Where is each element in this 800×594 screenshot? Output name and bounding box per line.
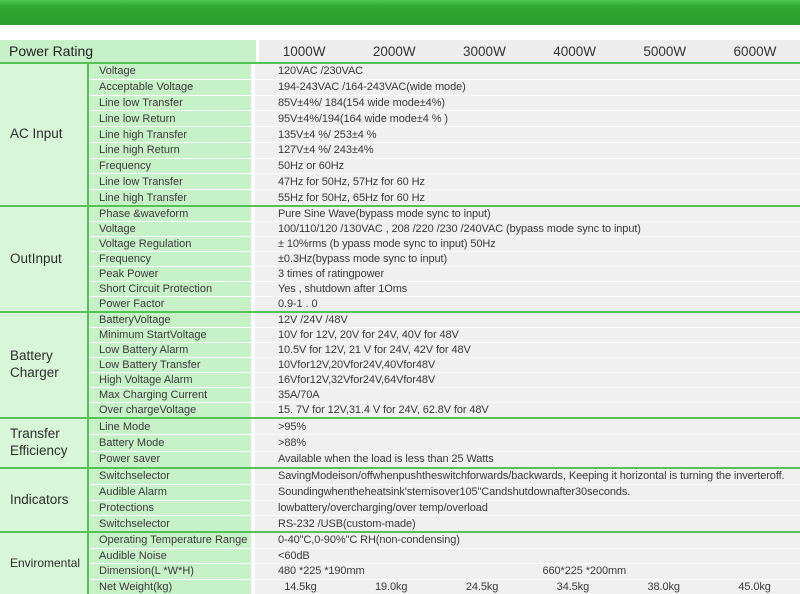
param-label: Power Factor [89, 297, 255, 311]
spec-row [89, 252, 800, 267]
param-value: 95V±4%/194(164 wide mode±4 % ) [255, 111, 800, 126]
section-transfer-efficiency [0, 419, 800, 469]
column-header-2000w: 2000W [372, 43, 416, 59]
param-label: Line high Return [89, 143, 255, 158]
param-label: Line low Return [89, 111, 255, 126]
section-indicators [0, 469, 800, 533]
spec-row [89, 452, 800, 467]
param-value: 127V±4 %/ 243±4% [255, 143, 800, 158]
section-label: AC Input [0, 64, 89, 205]
spec-row [89, 313, 800, 328]
param-value: 12V /24V /48V [255, 313, 800, 327]
dimension-value-small-models: 480 *225 *190mm [278, 565, 365, 578]
weight-value-4000w: 34.5kg [556, 580, 590, 593]
param-label: Line high Transfer [89, 127, 255, 142]
param-label: Audible Noise [89, 549, 255, 564]
section-label: Transfer Efficiency [0, 419, 89, 467]
param-label: Operating Temperature Range [89, 533, 255, 548]
weight-value-5000w: 38.0kg [647, 580, 680, 593]
param-value: Yes , shutdown after 1Oms [255, 282, 800, 296]
section-enviromental [0, 533, 800, 594]
param-label: Battery Mode [89, 435, 255, 450]
banner-gap [0, 25, 800, 40]
param-value: 120VAC /230VAC [255, 64, 800, 79]
param-value: <60dB [255, 549, 800, 564]
param-label: High Voltage Alarm [89, 373, 255, 387]
dimension-value-large-models: 660*225 *200mm [542, 565, 627, 578]
spec-row [89, 564, 800, 580]
param-label: Short Circuit Protection [89, 282, 255, 296]
spec-row [89, 111, 800, 127]
param-value: 100/110/120 /130VAC , 208 /220 /230 /240VAC (bypass mode sync to input) [255, 222, 800, 236]
param-label: Voltage [89, 222, 255, 236]
section-rows [89, 533, 800, 594]
spec-row [89, 297, 800, 311]
column-header-1000w: 1000W [282, 43, 326, 59]
param-value: 10.5V for 12V, 21 V for 24V, 42V for 48V [255, 343, 800, 357]
param-value: 15. 7V for 12V,31.4 V for 24V, 62.8V for 48V [255, 403, 800, 417]
spec-row [89, 419, 800, 435]
param-value: 16Vfor12V,32Vfor24V,64Vfor48V [255, 373, 800, 387]
section-label: Indicators [0, 469, 89, 531]
section-rows [89, 207, 800, 311]
spec-row [89, 174, 800, 190]
param-value: 50Hz or 60Hz [255, 159, 800, 174]
net-weight-values [255, 580, 800, 594]
param-value: lowbattery/overcharging/over temp/overload [255, 501, 800, 516]
spec-row [89, 64, 800, 80]
param-value: 135V±4 %/ 253±4 % [255, 127, 800, 142]
param-label: Switchselector [89, 469, 255, 484]
power-rating-label: Power Rating [0, 40, 259, 62]
spec-row [89, 501, 800, 517]
param-label: Peak Power [89, 267, 255, 281]
spec-row [89, 143, 800, 159]
spec-row [89, 80, 800, 96]
param-value: >88% [255, 435, 800, 450]
spec-row [89, 373, 800, 388]
spec-row [89, 485, 800, 501]
section-rows [89, 313, 800, 417]
param-label: Line low Transfer [89, 174, 255, 189]
spec-row [89, 267, 800, 282]
spec-row [89, 328, 800, 343]
param-label: Audible Alarm [89, 485, 255, 500]
spec-row [89, 516, 800, 531]
spec-row [89, 282, 800, 297]
param-value: RS-232 /USB(custom-made) [255, 516, 800, 531]
param-label: Voltage Regulation [89, 237, 255, 251]
param-label: Acceptable Voltage [89, 80, 255, 95]
param-label: Switchselector [89, 516, 255, 531]
weight-value-3000w: 24.5kg [465, 580, 499, 593]
spec-row [89, 533, 800, 549]
spec-row [89, 127, 800, 143]
column-header-6000w: 6000W [733, 43, 777, 59]
param-label: Max Charging Current [89, 388, 255, 402]
spec-row [89, 159, 800, 175]
spec-row [89, 469, 800, 485]
param-value: 47Hz for 50Hz, 57Hz for 60 Hz [255, 174, 800, 189]
section-rows [89, 64, 800, 205]
param-label: Low Battery Transfer [89, 358, 255, 372]
param-label: Line low Transfer [89, 96, 255, 111]
param-value: Soundingwhentheheatsink'sternisover105"Candshutdownafter30seconds. [255, 485, 800, 500]
section-outinput [0, 207, 800, 313]
section-label: OutInput [0, 207, 89, 311]
param-label: Phase &waveform [89, 207, 255, 221]
spec-row [89, 549, 800, 565]
weight-value-1000w: 14.5kg [284, 580, 317, 593]
param-value: 85V±4%/ 184(154 wide mode±4%) [255, 96, 800, 111]
param-value: SavingModeison/offwhenpushtheswitchforwards/backwards, Keeping it horizontal is turning the inverteroff. [255, 469, 800, 484]
param-label: Frequency [89, 252, 255, 266]
param-label: Minimum StartVoltage [89, 328, 255, 342]
param-label: Line Mode [89, 419, 255, 434]
param-label: Line high Transfer [89, 190, 255, 205]
param-label: Power saver [89, 452, 255, 467]
param-label: Net Weight(kg) [89, 580, 255, 594]
spec-row [89, 190, 800, 205]
dimension-values [255, 564, 800, 579]
column-header-4000w: 4000W [553, 43, 596, 59]
spec-row [89, 237, 800, 252]
param-value: 10Vfor12V,20Vfor24V,40Vfor48V [255, 358, 800, 372]
section-label: Enviromental [0, 533, 89, 594]
wattage-columns [259, 40, 800, 62]
weight-value-2000w: 19.0kg [375, 580, 408, 593]
column-header-5000w: 5000W [643, 43, 687, 59]
spec-row [89, 222, 800, 237]
section-rows [89, 469, 800, 531]
param-value: 0-40"C,0-90%"C RH(non-condensing) [255, 533, 800, 548]
spec-row [89, 435, 800, 451]
spec-row [89, 207, 800, 222]
spec-row [89, 580, 800, 594]
spec-row [89, 388, 800, 403]
param-value: 55Hz for 50Hz, 65Hz for 60 Hz [255, 190, 800, 205]
top-banner [0, 0, 800, 25]
param-label: Over chargeVoltage [89, 403, 255, 417]
param-label: Low Battery Alarm [89, 343, 255, 357]
param-value: 194-243VAC /164-243VAC(wide mode) [255, 80, 800, 95]
spec-row [89, 96, 800, 112]
param-value: 3 times of ratingpower [255, 267, 800, 281]
param-label: Protections [89, 501, 255, 516]
section-label: Battery Charger [0, 313, 89, 417]
param-value: 0.9-1 . 0 [255, 297, 800, 311]
param-value: Available when the load is less than 25 Watts [255, 452, 800, 467]
spec-row [89, 343, 800, 358]
param-value: 10V for 12V, 20V for 24V, 40V for 48V [255, 328, 800, 342]
spec-row [89, 358, 800, 373]
param-label: Dimension(L *W*H) [89, 564, 255, 579]
param-value: >95% [255, 419, 800, 434]
section-ac-input [0, 64, 800, 207]
param-value: ±0.3Hz(bypass mode sync to input) [255, 252, 800, 266]
param-value: 35A/70A [255, 388, 800, 402]
param-label: Frequency [89, 159, 255, 174]
param-value: Pure Sine Wave(bypass mode sync to input) [255, 207, 800, 221]
column-header-3000w: 3000W [463, 43, 506, 59]
spec-row [89, 403, 800, 417]
weight-value-6000w: 45.0kg [738, 580, 771, 593]
param-label: Voltage [89, 64, 255, 79]
param-label: BatteryVoltage [89, 313, 255, 327]
power-rating-header-row [0, 40, 800, 64]
section-rows [89, 419, 800, 467]
section-battery-charger [0, 313, 800, 419]
param-value: ± 10%rms (b ypass mode sync to input) 50Hz [255, 237, 800, 251]
